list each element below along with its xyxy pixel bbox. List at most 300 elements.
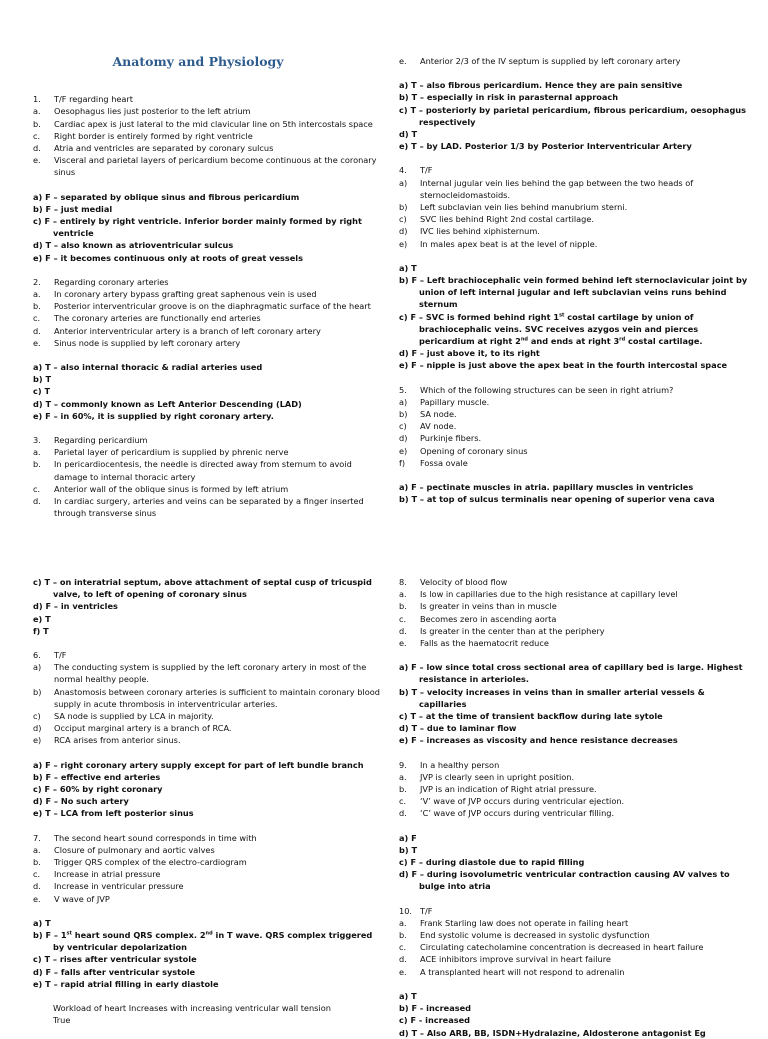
answer-text: a) T – also internal thoracic & radial arteries used [33, 362, 263, 373]
answer-line [33, 929, 383, 953]
option-text: Frank Starling law does not operate in failing heart [420, 917, 629, 928]
question-block [399, 384, 749, 469]
block-spacer [33, 820, 383, 832]
question-option [33, 880, 383, 892]
option-text: Is low in capillaries due to the high resistance at capillary level [420, 589, 678, 600]
option-marker: 5. [399, 384, 407, 395]
answer-text: a) F [399, 832, 417, 843]
option-text: Internal jugular vein lies behind the gap between the two heads of sternocleidomastoids. [420, 177, 694, 200]
question-option [33, 446, 383, 458]
answer-line [33, 373, 383, 385]
answer-text: a) T – also fibrous pericardium. Hence they are pain sensitive [399, 80, 683, 91]
answer-line [399, 274, 749, 311]
question-option [399, 420, 749, 432]
answer-line [33, 385, 383, 397]
question-stem [399, 576, 749, 588]
question-stem [33, 434, 383, 446]
answer-block [33, 191, 383, 264]
answer-line [33, 576, 383, 600]
answer-text: d) T – also known as atrioventricular sulcus [33, 240, 234, 251]
option-marker: a) [399, 396, 408, 407]
option-text: End systolic volume is decreased in systolic dysfunction [420, 930, 650, 941]
block-spacer [399, 978, 749, 990]
option-marker: 8. [399, 577, 407, 587]
question-option [33, 130, 383, 142]
question-option [33, 105, 383, 117]
question-option [399, 238, 749, 250]
answer-line [33, 807, 383, 819]
question-stem [399, 55, 749, 67]
option-text: Cardiac apex is just lateral to the mid clavicular line on 5th intercostals space [54, 118, 373, 129]
question-option [399, 432, 749, 444]
option-text: In pericardiocentesis, the needle is directed away from sternum to avoid damage to internal thoracic artery [54, 459, 352, 482]
answer-block [399, 262, 749, 372]
answer-text: d) F – falls after ventricular systole [33, 966, 196, 977]
option-text: The coronary arteries are functionally end arteries [54, 313, 261, 324]
option-marker: b. [33, 301, 41, 312]
option-marker: c. [33, 483, 41, 494]
block-spacer [33, 349, 383, 361]
answer-text: a) T [399, 990, 417, 1001]
answer-line [399, 844, 749, 856]
option-text: Occiput marginal artery is a branch of RCA. [54, 723, 232, 734]
option-text: Anterior wall of the oblique sinus is formed by left atrium [54, 483, 289, 494]
answer-line [33, 191, 383, 203]
option-marker: c. [33, 130, 41, 141]
option-text: ACE inhibitors improve survival in heart failure [420, 954, 611, 965]
option-marker: 3. [33, 435, 41, 446]
block-spacer [399, 747, 749, 759]
answer-block [399, 832, 749, 893]
option-text: Purkinje fibers. [420, 433, 482, 444]
option-text: SA node. [420, 409, 457, 420]
option-marker: e) [399, 445, 408, 456]
block-spacer [33, 637, 383, 649]
answer-text: c) F – 60% by right coronary [33, 784, 163, 795]
answer-line [33, 759, 383, 771]
question-option [33, 893, 383, 905]
block-spacer [399, 893, 749, 905]
option-text: Velocity of blood flow [420, 577, 508, 587]
question-block [33, 276, 383, 349]
answer-text: d) F – during isovolumetric ventricular contraction causing AV valves to bulge into atria [399, 869, 730, 892]
option-marker: d. [33, 496, 41, 507]
answer-text: a) F – separated by oblique sinus and fibrous pericardium [33, 191, 300, 202]
question-option [33, 856, 383, 868]
answer-line [399, 990, 749, 1002]
option-text: Increase in ventricular pressure [54, 881, 184, 892]
question-stem [33, 276, 383, 288]
answer-line [399, 722, 749, 734]
question-option [33, 312, 383, 324]
answer-block [33, 759, 383, 820]
answer-text: b) T – at top of sulcus terminalis near opening of superior vena cava [399, 494, 715, 505]
left-column-bottom [33, 576, 383, 1027]
answer-text: e) T – by LAD. Posterior 1/3 by Posterior Interventricular Artery [399, 141, 692, 152]
option-marker: d. [33, 325, 41, 336]
answer-line [33, 978, 383, 990]
question-option [33, 325, 383, 337]
question-option [33, 288, 383, 300]
answer-line [33, 625, 383, 637]
question-stem [33, 649, 383, 661]
answer-block [33, 361, 383, 422]
answer-line [33, 613, 383, 625]
option-marker: a. [33, 106, 41, 117]
answer-line [33, 361, 383, 373]
question-block [399, 164, 749, 249]
option-marker: d. [399, 808, 407, 819]
answer-text: a) F – right coronary artery supply except for part of left bundle branch [33, 759, 364, 770]
option-marker: c. [33, 313, 41, 324]
option-text: Visceral and parietal layers of pericardium become continuous at the coronary sinus [54, 155, 377, 178]
note-text: Workload of heart Increases with increasing ventricular wall tension [53, 1003, 331, 1014]
question-option [33, 495, 383, 519]
option-text: IVC lies behind xiphisternum. [420, 226, 540, 237]
option-marker: c. [399, 942, 407, 953]
answer-text: a) F – low since total cross sectional area of capillary bed is large. Highest resistance in arterioles. [399, 662, 743, 685]
answer-line [399, 140, 749, 152]
option-text: The conducting system is supplied by the left coronary artery in most of the normal healthy people. [54, 662, 367, 685]
question-option [33, 686, 383, 710]
option-marker: a. [399, 771, 407, 782]
option-text: Papillary muscle. [420, 396, 490, 407]
answer-text: b) F - increased [399, 1003, 472, 1014]
question-stem [33, 93, 383, 105]
option-text: Anastomosis between coronary arteries is sufficient to maintain coronary blood supply in acute thrombosis in interventricular arteries. [54, 686, 380, 709]
option-text: Oesophagus lies just posterior to the left atrium [54, 106, 251, 117]
question-block [399, 576, 749, 649]
answer-line [399, 661, 749, 685]
question-option [33, 118, 383, 130]
option-text: Atria and ventricles are separated by coronary sulcus [54, 143, 274, 154]
option-text: JVP is clearly seen in upright position. [420, 771, 575, 782]
option-text: Fossa ovale [420, 457, 468, 468]
option-text: Trigger QRS complex of the electro-cardiogram [54, 857, 247, 868]
question-option [399, 953, 749, 965]
option-marker: c. [399, 613, 407, 624]
question-option [399, 771, 749, 783]
option-marker: e. [399, 56, 407, 66]
option-marker: 6. [33, 650, 41, 661]
question-option [33, 661, 383, 685]
option-marker: b) [33, 686, 42, 697]
answer-line [399, 128, 749, 140]
question-option [399, 201, 749, 213]
block-spacer [33, 81, 383, 93]
ordinal-suffix: nd [205, 930, 213, 937]
answer-line [33, 398, 383, 410]
option-text: T/F regarding heart [54, 94, 134, 105]
option-marker: a. [33, 447, 41, 458]
option-text: Which of the following structures can be seen in right atrium? [420, 384, 674, 395]
answer-line [399, 104, 749, 128]
answer-line [33, 600, 383, 612]
answer-block [399, 79, 749, 152]
answer-text: c) F – entirely by right ventricle. Inferior border mainly formed by right ventricle [33, 216, 362, 239]
question-option [399, 225, 749, 237]
answer-text: b) F – 1st heart sound QRS complex. 2nd in T wave. QRS complex triggered by ventricular depolarization [33, 930, 373, 953]
option-marker: b. [399, 930, 407, 941]
option-text: Regarding pericardium [54, 435, 148, 446]
answer-block [33, 576, 383, 637]
question-option [399, 588, 749, 600]
answer-text: a) T [399, 262, 417, 273]
option-marker: c. [399, 796, 407, 807]
block-spacer [33, 747, 383, 759]
right-column-bottom [399, 576, 749, 1039]
answer-line [33, 215, 383, 239]
answer-line [399, 91, 749, 103]
answer-text: c) T – rises after ventricular systole [33, 954, 197, 965]
option-text: Becomes zero in ascending aorta [420, 613, 557, 624]
question-block [399, 905, 749, 978]
option-marker: d) [399, 226, 408, 237]
question-option [33, 844, 383, 856]
question-option [33, 300, 383, 312]
answer-line [33, 410, 383, 422]
option-text: The second heart sound corresponds in time with [54, 832, 257, 843]
question-option [33, 142, 383, 154]
question-block [33, 832, 383, 905]
ordinal-suffix: nd [520, 336, 528, 343]
block-spacer [399, 152, 749, 164]
note-answer [33, 1014, 383, 1026]
answer-text: d) F – just above it, to its right [399, 348, 540, 359]
option-marker: f) [399, 457, 406, 468]
option-text: T/F [420, 905, 433, 916]
answer-text: e) F – it becomes continuous only at roots of great vessels [33, 252, 303, 263]
option-text: ‘V’ wave of JVP occurs during ventricular ejection. [420, 796, 625, 807]
answer-line [33, 252, 383, 264]
option-text: V wave of JVP [54, 893, 110, 904]
option-text: Posterior interventricular groove is on the diaphragmatic surface of the heart [54, 301, 371, 312]
page-title: Anatomy and Physiology [112, 54, 284, 69]
question-stem [399, 164, 749, 176]
answer-text: b) T [33, 374, 52, 385]
ordinal-suffix: rd [619, 336, 626, 343]
answer-line [33, 795, 383, 807]
question-option [33, 734, 383, 746]
option-marker: c. [33, 869, 41, 880]
answer-line [399, 1014, 749, 1026]
question-option [33, 710, 383, 722]
note-text: True [53, 1015, 71, 1026]
question-option [33, 722, 383, 734]
answer-line [399, 1027, 749, 1039]
option-text: In a healthy person [420, 759, 500, 770]
option-marker: d. [33, 881, 41, 892]
answer-text: e) T [33, 613, 51, 624]
question-option [33, 458, 383, 482]
block-spacer [33, 264, 383, 276]
block-spacer [399, 820, 749, 832]
answer-text: e) F – increases as viscosity and hence resistance decreases [399, 735, 678, 746]
option-marker: d) [399, 433, 408, 444]
option-marker: d) [33, 723, 42, 734]
option-text: Is greater in the center than at the periphery [420, 625, 605, 636]
answer-line [399, 856, 749, 868]
block-spacer [33, 422, 383, 434]
answer-block [399, 990, 749, 1039]
note-line [33, 1002, 383, 1014]
answer-text: e) F – nipple is just above the apex beat in the fourth intercostal space [399, 360, 728, 371]
option-text: Sinus node is supplied by left coronary artery [54, 337, 241, 348]
ordinal-suffix: st [559, 311, 565, 318]
option-marker: b. [33, 857, 41, 868]
option-marker: d. [33, 143, 41, 154]
question-option [399, 213, 749, 225]
answer-text: d) T – due to laminar flow [399, 723, 517, 734]
option-text: In males apex beat is at the level of nipple. [420, 238, 598, 249]
block-spacer [399, 649, 749, 661]
question-option [399, 613, 749, 625]
answer-line [399, 262, 749, 274]
answer-text: c) T – at the time of transient backflow during late sytole [399, 711, 663, 722]
option-marker: a. [399, 589, 407, 600]
question-stem [399, 384, 749, 396]
answer-block [399, 661, 749, 746]
answer-line [33, 953, 383, 965]
option-text: Closure of pulmonary and aortic valves [54, 844, 215, 855]
option-marker: a. [399, 917, 407, 928]
answer-block [399, 481, 749, 505]
option-text: Anterior 2/3 of the IV septum is supplied by left coronary artery [420, 56, 681, 66]
ordinal-suffix: st [66, 930, 72, 937]
option-text: T/F [54, 650, 67, 661]
block-spacer [399, 372, 749, 384]
question-option [33, 337, 383, 349]
option-marker: d. [399, 625, 407, 636]
question-option [399, 177, 749, 201]
option-marker: b. [33, 459, 41, 470]
answer-line [399, 734, 749, 746]
question-option [399, 917, 749, 929]
option-text: JVP is an indication of Right atrial pressure. [420, 784, 597, 795]
option-marker: 10. [399, 905, 413, 916]
answer-line [399, 347, 749, 359]
option-marker: 2. [33, 276, 41, 287]
answer-text: e) T – rapid atrial filling in early diastole [33, 978, 219, 989]
answer-text: c) T – posteriorly by parietal pericardium, fibrous pericardium, oesophagus respectively [399, 104, 747, 127]
right-column-top [399, 55, 749, 506]
answer-line [399, 686, 749, 710]
option-text: T/F [420, 165, 433, 176]
option-marker: a) [399, 177, 408, 188]
answer-line [399, 1002, 749, 1014]
option-text: In coronary artery bypass grafting great saphenous vein is used [54, 289, 317, 300]
answer-text: e) F – in 60%, it is supplied by right coronary artery. [33, 410, 274, 421]
question-block [399, 55, 749, 67]
answer-text: d) T [399, 129, 418, 140]
option-marker: e. [399, 966, 407, 977]
option-text: AV node. [420, 421, 457, 432]
answer-text: e) T – LCA from left posterior sinus [33, 808, 194, 819]
answer-line [399, 868, 749, 892]
note-block [33, 1002, 383, 1026]
block-spacer [399, 67, 749, 79]
option-marker: e. [399, 638, 407, 649]
answer-line [33, 966, 383, 978]
option-marker: e) [399, 238, 408, 249]
answer-text: c) F - increased [399, 1015, 471, 1026]
answer-line [33, 783, 383, 795]
answer-line [33, 203, 383, 215]
option-marker: 4. [399, 165, 407, 176]
answer-line [399, 832, 749, 844]
option-text: Falls as the haematocrit reduce [420, 638, 549, 649]
block-spacer [399, 250, 749, 262]
option-text: Is greater in veins than in muscle [420, 601, 557, 612]
block-spacer [33, 905, 383, 917]
answer-text: b) T [399, 844, 418, 855]
option-marker: e. [33, 893, 41, 904]
option-text: In cardiac surgery, arteries and veins can be separated by a finger inserted through transverse sinus [54, 496, 364, 519]
option-marker: 7. [33, 832, 41, 843]
option-text: Opening of coronary sinus [420, 445, 528, 456]
question-stem [399, 905, 749, 917]
answer-line [399, 493, 749, 505]
answer-line [33, 239, 383, 251]
option-text: Increase in atrial pressure [54, 869, 161, 880]
option-marker: b. [399, 784, 407, 795]
option-text: Regarding coronary arteries [54, 276, 169, 287]
question-option [399, 457, 749, 469]
option-marker: c) [399, 421, 407, 432]
answer-text: b) F – effective end arteries [33, 771, 161, 782]
answer-text: d) F – in ventricles [33, 601, 118, 612]
answer-text: d) T – Also ARB, BB, ISDN+Hydralazine, Aldosterone antagonist Eg [399, 1027, 706, 1038]
option-text: Anterior interventricular artery is a branch of left coronary artery [54, 325, 321, 336]
answer-line [399, 311, 749, 348]
option-marker: b. [33, 118, 41, 129]
question-option [33, 483, 383, 495]
option-marker: c) [399, 214, 407, 225]
answer-text: c) F – SVC is formed behind right 1st costal cartilage by union of brachiocephalic veins. SVC receives azygos vein and pierces pericardium at right 2nd and ends at right 3rd costal cartilage. [399, 311, 703, 347]
answer-line [399, 710, 749, 722]
block-spacer [399, 469, 749, 481]
option-marker: a) [33, 662, 42, 673]
option-marker: a. [33, 844, 41, 855]
question-option [399, 445, 749, 457]
option-text: RCA arises from anterior sinus. [54, 735, 181, 746]
question-stem [33, 832, 383, 844]
option-marker: e) [33, 735, 42, 746]
question-option [33, 154, 383, 178]
option-marker: b) [399, 202, 408, 213]
block-spacer [33, 990, 383, 1002]
question-option [399, 929, 749, 941]
option-marker: 9. [399, 759, 407, 770]
option-marker: b. [399, 601, 407, 612]
answer-text: d) T – commonly known as Left Anterior Descending (LAD) [33, 398, 302, 409]
answer-text: d) F – No such artery [33, 796, 129, 807]
option-marker: e. [33, 155, 41, 166]
question-block [33, 434, 383, 519]
answer-text: b) F – Left brachiocephalic vein formed behind left sternoclavicular joint by union of left internal jugular and left subclavian veins runs behind sternum [399, 275, 748, 310]
question-option [399, 795, 749, 807]
question-option [399, 396, 749, 408]
option-text: Parietal layer of pericardium is supplied by phrenic nerve [54, 447, 289, 458]
option-text: ‘C’ wave of JVP occurs during ventricular filling. [420, 808, 615, 819]
answer-block [33, 917, 383, 990]
question-option [399, 408, 749, 420]
question-block [33, 93, 383, 178]
question-option [399, 600, 749, 612]
answer-text: a) T [33, 917, 51, 928]
answer-text: b) F – just medial [33, 203, 113, 214]
question-block [33, 649, 383, 747]
